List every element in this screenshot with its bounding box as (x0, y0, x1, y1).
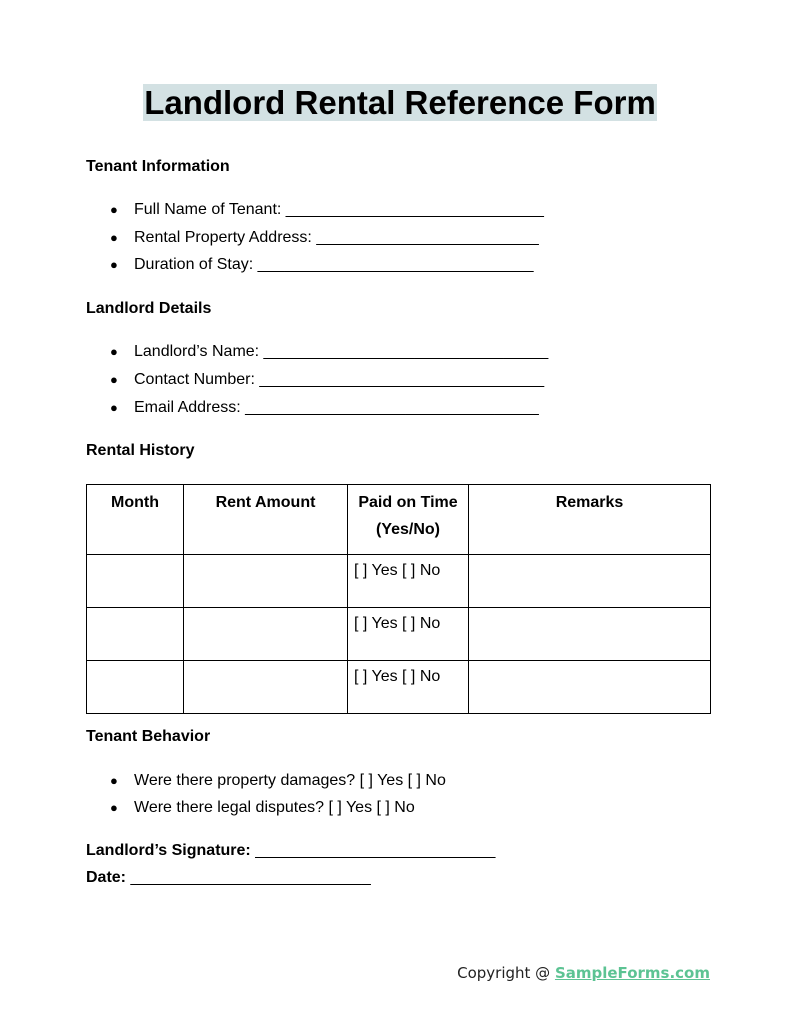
list-item: ● Were there property damages? [ ] Yes [ ] No (110, 772, 446, 789)
page-title: Landlord Rental Reference Form (144, 84, 656, 121)
table-cell (469, 608, 711, 661)
table-cell: [ ] Yes [ ] No (348, 661, 469, 714)
section-heading-behavior: Tenant Behavior (86, 728, 211, 745)
list-item: ● Duration of Stay: _______________________________ (110, 256, 534, 273)
column-header: Month (87, 485, 184, 555)
list-item: ● Contact Number: ________________________________ (110, 371, 545, 388)
table-row (87, 555, 711, 608)
list-item: ● Landlord’s Name: ________________________________ (110, 343, 549, 360)
table-cell (184, 608, 348, 661)
signature-line: Landlord’s Signature: ___________________________ (86, 842, 496, 859)
table-cell (87, 608, 184, 661)
table-cell: [ ] Yes [ ] No (348, 608, 469, 661)
rental-history-table (86, 484, 711, 714)
column-header: Paid on Time (Yes/No) (348, 485, 469, 555)
list-item: ● Rental Property Address: _________________________ (110, 229, 539, 246)
date-line: Date: ___________________________ (86, 869, 371, 886)
table-cell (87, 555, 184, 608)
table-cell (184, 661, 348, 714)
section-heading-landlord: Landlord Details (86, 300, 212, 317)
table-header-row (87, 485, 711, 555)
section-heading-tenant: Tenant Information (86, 158, 230, 175)
table-cell (469, 661, 711, 714)
section-heading-history: Rental History (86, 442, 195, 459)
column-header: Remarks (469, 485, 711, 555)
table-cell (184, 555, 348, 608)
copyright-footer: Copyright @ SampleForms.com (457, 964, 710, 982)
list-item: ● Email Address: _________________________________ (110, 399, 539, 416)
column-header: Rent Amount (184, 485, 348, 555)
list-item: ● Were there legal disputes? [ ] Yes [ ] No (110, 799, 415, 816)
list-item: ● Full Name of Tenant: _____________________________ (110, 201, 544, 218)
sampleforms-link[interactable]: SampleForms.com (554, 964, 710, 982)
table-row (87, 661, 711, 714)
table-cell (469, 555, 711, 608)
table-row (87, 608, 711, 661)
table-cell: [ ] Yes [ ] No (348, 555, 469, 608)
table-cell (87, 661, 184, 714)
